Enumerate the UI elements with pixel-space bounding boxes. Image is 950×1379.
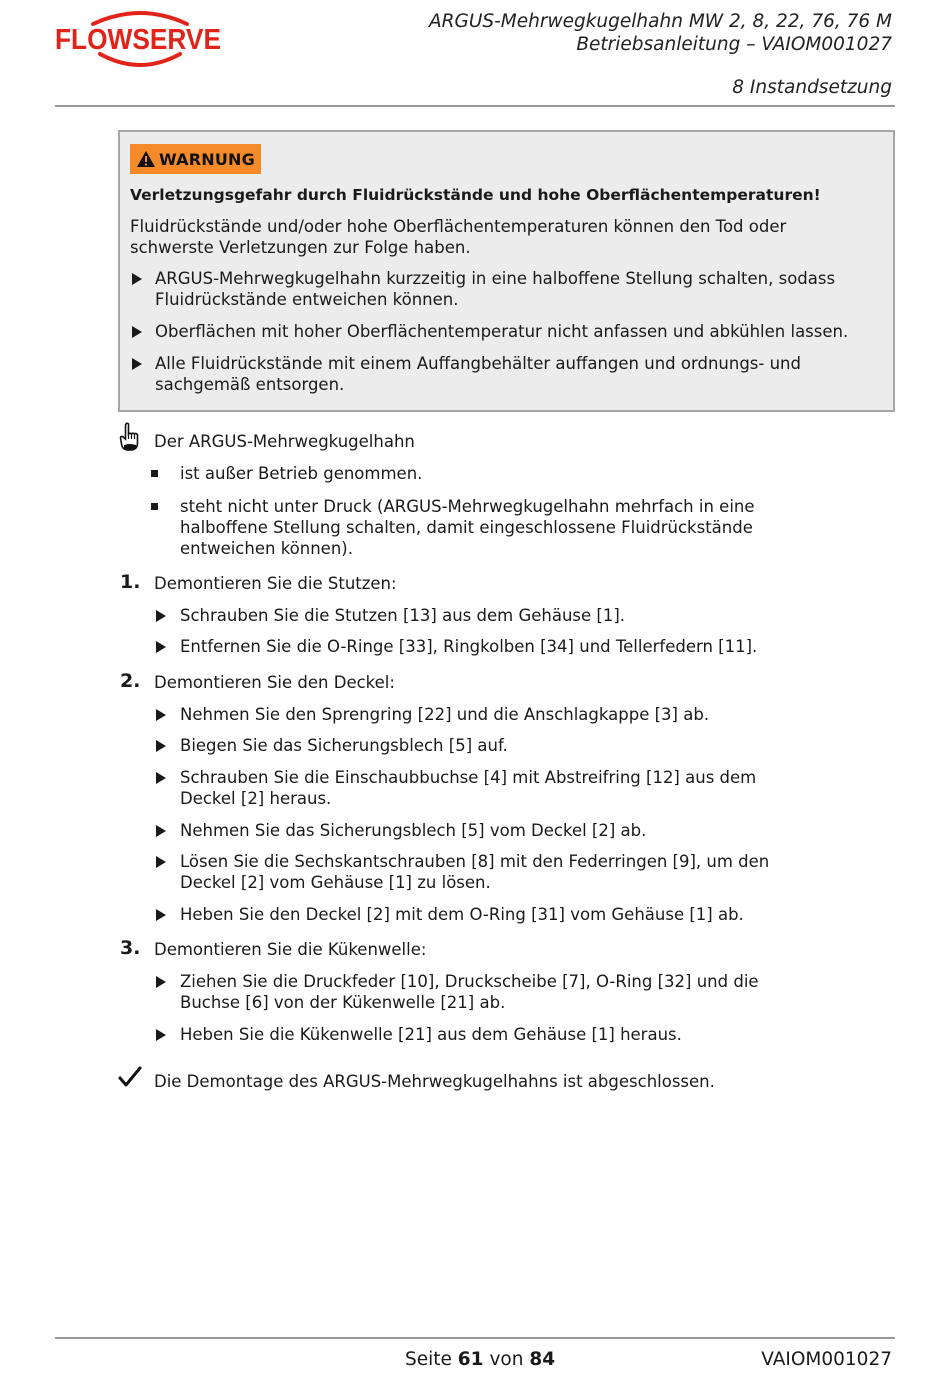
step-action-line: Deckel [2] vom Gehäuse [1] zu lösen. [180, 873, 491, 892]
precondition-line: steht nicht unter Druck (ARGUS-Mehrwegkugelhahn mehrfach in eine [180, 497, 755, 516]
document-header [429, 10, 892, 56]
step-action [180, 971, 759, 1013]
footer-doc-id: VAIOM001027 [761, 1349, 892, 1370]
warning-badge [130, 144, 261, 174]
precondition-line: ist außer Betrieb genommen. [180, 464, 423, 483]
step-title: Demontieren Sie den Deckel: [154, 673, 395, 692]
warning-bullet-line: Oberflächen mit hoher Oberflächentemperatur nicht anfassen und abkühlen lassen. [155, 322, 849, 341]
bullet-arrow-icon [156, 709, 166, 721]
warning-triangle-icon [136, 150, 156, 168]
manual-line: Betriebsanleitung – VAIOM001027 [576, 34, 892, 55]
pointing-hand-icon [118, 422, 140, 452]
step-action: Schrauben Sie die Stutzen [13] aus dem Gehäuse [1]. [180, 606, 626, 625]
square-bullet-icon [151, 470, 158, 477]
step-title: Demontieren Sie die Stutzen: [154, 574, 397, 593]
warning-bullet-line: Alle Fluidrückstände mit einem Auffangbehälter auffangen und ordnungs- und [155, 354, 801, 373]
bullet-arrow-icon [156, 825, 166, 837]
page-number [405, 1349, 555, 1370]
header-divider [55, 105, 895, 107]
warning-bullet-line: ARGUS-Mehrwegkugelhahn kurzzeitig in eine halboffene Stellung schalten, sodass [155, 269, 836, 288]
bullet-arrow-icon [156, 909, 166, 921]
bullet-arrow-icon [132, 273, 142, 285]
step-action: Entfernen Sie die O-Ringe [33], Ringkolben [34] und Tellerfedern [11]. [180, 637, 758, 656]
step-action: Biegen Sie das Sicherungsblech [5] auf. [180, 736, 508, 755]
warning-bullet-line: sachgemäß entsorgen. [155, 375, 345, 394]
warning-title: Verletzungsgefahr durch Fluidrückstände und hohe Oberflächentemperaturen! [130, 186, 821, 204]
step-action-line: Schrauben Sie die Einschaubbuchse [4] mit Abstreifring [12] aus dem [180, 768, 757, 787]
bullet-arrow-icon [132, 326, 142, 338]
warning-text-line: Fluidrückstände und/oder hohe Oberflächentemperaturen können den Tod oder [130, 217, 787, 236]
step-action-line: Ziehen Sie die Druckfeder [10], Druckscheibe [7], O-Ring [32] und die [180, 972, 759, 991]
warning-bullet-line: Fluidrückstände entweichen können. [155, 290, 459, 309]
step-action: Heben Sie die Kükenwelle [21] aus dem Gehäuse [1] heraus. [180, 1025, 682, 1044]
precondition-intro: Der ARGUS-Mehrwegkugelhahn [154, 432, 415, 451]
step-number: 1. [120, 571, 141, 593]
warning-box [118, 130, 895, 412]
precondition-line: entweichen können). [180, 539, 353, 558]
warning-text [130, 216, 850, 258]
bullet-arrow-icon [156, 856, 166, 868]
step-action [180, 767, 756, 809]
bullet-arrow-icon [156, 641, 166, 653]
checkmark-icon [118, 1066, 142, 1088]
precondition-item [180, 463, 422, 484]
page-mid: von [489, 1349, 524, 1370]
logo-text: FLOWSERVE [55, 24, 221, 56]
bullet-arrow-icon [132, 358, 142, 370]
step-action: Heben Sie den Deckel [2] mit dem O-Ring [31] vom Gehäuse [1] ab. [180, 905, 744, 924]
bullet-arrow-icon [156, 610, 166, 622]
step-action: Nehmen Sie den Sprengring [22] und die Anschlagkappe [3] ab. [180, 705, 710, 724]
footer-divider [55, 1337, 895, 1339]
bullet-arrow-icon [156, 976, 166, 988]
page-current: 61 [457, 1349, 484, 1370]
step-action: Nehmen Sie das Sicherungsblech [5] vom Deckel [2] ab. [180, 821, 647, 840]
page-total: 84 [529, 1349, 556, 1370]
logo-graphic [55, 8, 225, 70]
bullet-arrow-icon [156, 740, 166, 752]
flowserve-logo [55, 8, 225, 70]
step-title: Demontieren Sie die Kükenwelle: [154, 940, 427, 959]
square-bullet-icon [151, 503, 158, 510]
step-action-line: Lösen Sie die Sechskantschrauben [8] mit den Federringen [9], um den [180, 852, 770, 871]
product-line: ARGUS-Mehrwegkugelhahn MW 2, 8, 22, 76, 76 M [428, 11, 892, 32]
step-action-line: Buchse [6] von der Kükenwelle [21] ab. [180, 993, 506, 1012]
section-title: 8 Instandsetzung [732, 77, 892, 98]
step-action [180, 851, 769, 893]
step-number: 2. [120, 670, 141, 692]
step-number: 3. [120, 937, 141, 959]
page-prefix: Seite [405, 1349, 452, 1370]
bullet-arrow-icon [156, 1029, 166, 1041]
precondition-line: halboffene Stellung schalten, damit eingeschlossene Fluidrückstände [180, 518, 753, 537]
warning-text-line: schwerste Verletzungen zur Folge haben. [130, 238, 471, 257]
step-action-line: Deckel [2] heraus. [180, 789, 332, 808]
warning-badge-label: WARNUNG [159, 149, 255, 169]
result-text: Die Demontage des ARGUS-Mehrwegkugelhahns ist abgeschlossen. [154, 1072, 715, 1091]
precondition-item [180, 496, 755, 559]
bullet-arrow-icon [156, 772, 166, 784]
